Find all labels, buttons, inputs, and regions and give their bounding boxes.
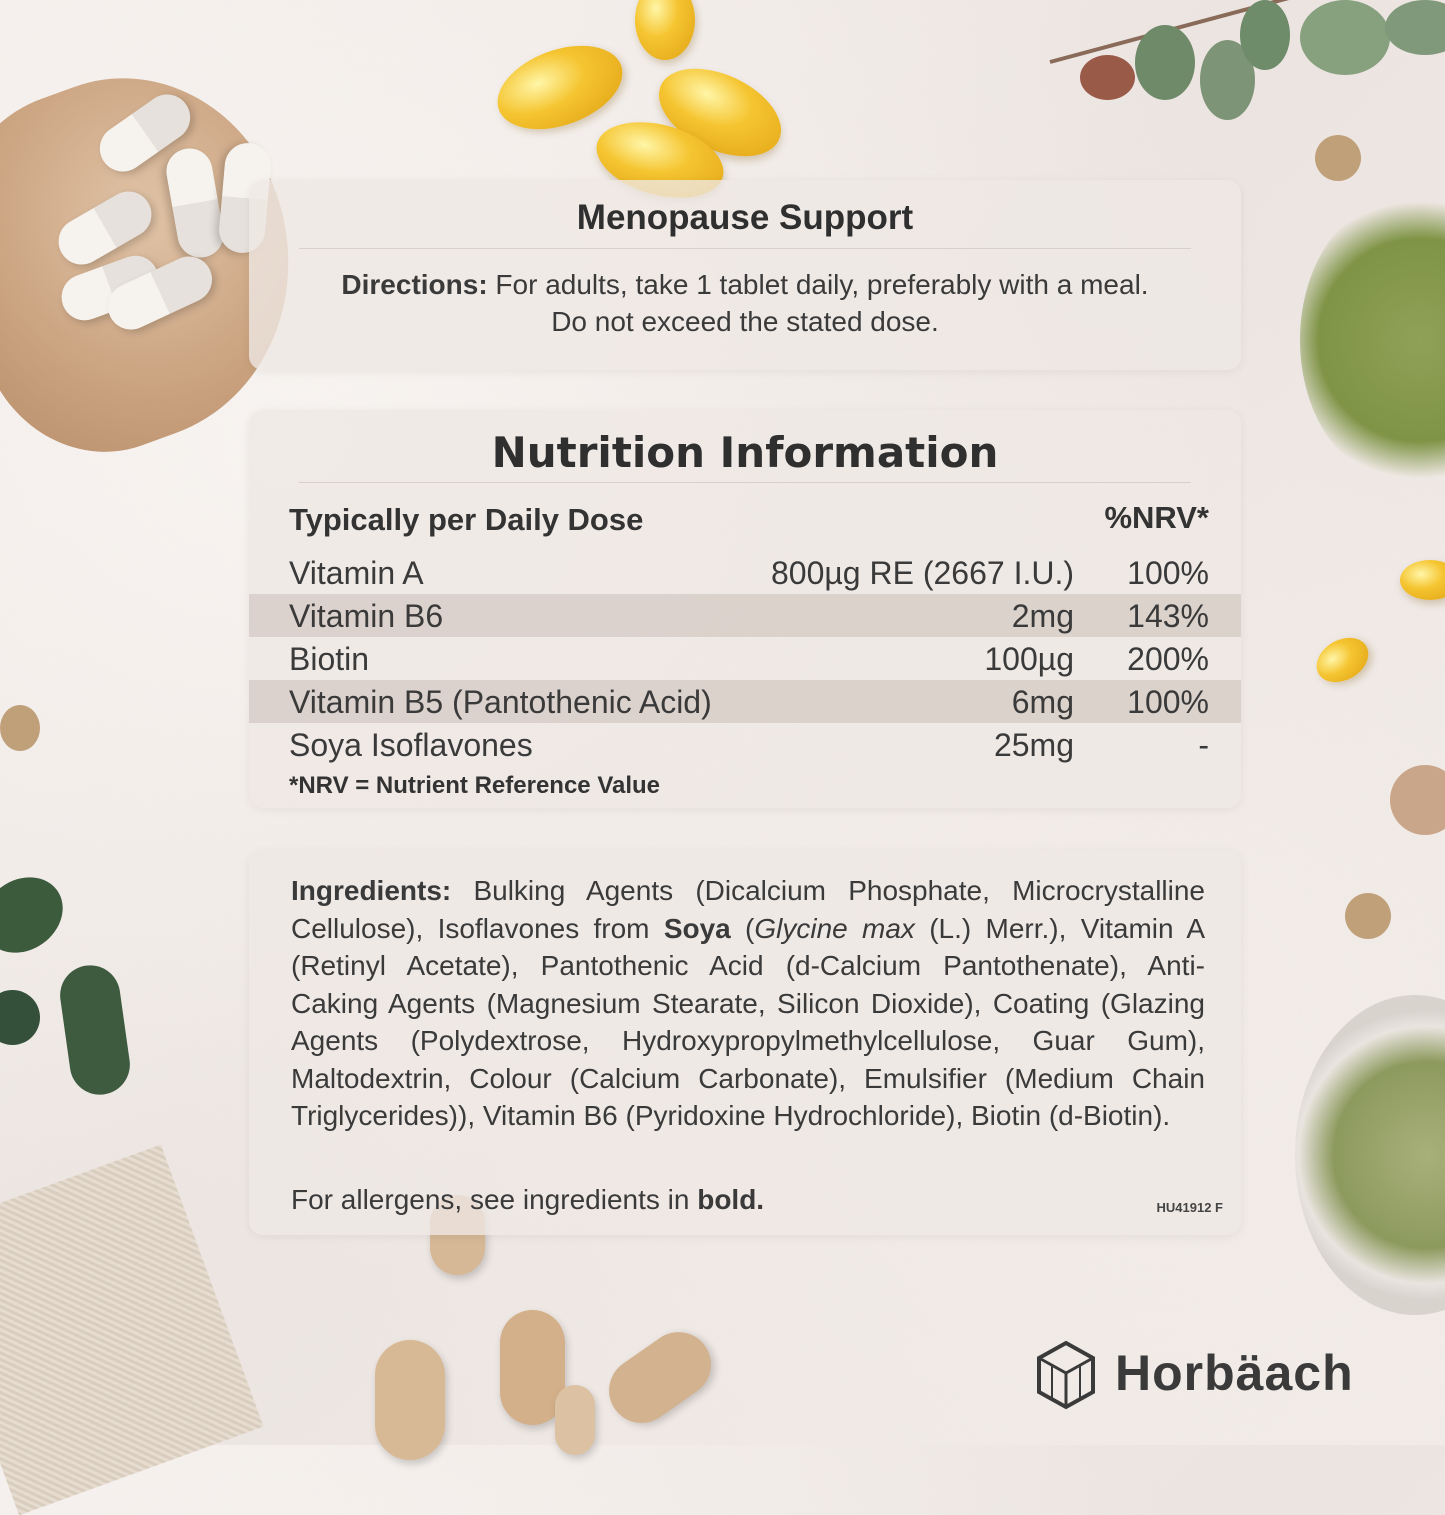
ingredients-part: Bulking Agents (Dicalcium Phosphate, Microcrystalline Cellulose), Isoflavones from (291, 875, 1205, 944)
brown-tablet (0, 705, 40, 751)
softgel (635, 0, 695, 60)
brown-tablet (1345, 893, 1391, 939)
nutrition-title: Nutrition Information (491, 428, 999, 477)
allergen-bold: bold. (697, 1184, 765, 1215)
allergen-soya: Soya (663, 912, 731, 944)
beige-tablet (375, 1340, 445, 1460)
nutrient-amount: 2mg (1011, 598, 1074, 634)
beige-tablet (596, 1319, 723, 1435)
table-header-left: Typically per Daily Dose (289, 502, 644, 537)
ingredients-label: Ingredients: (291, 875, 452, 906)
capsule-bowl (1295, 995, 1445, 1315)
nutrient-name: Soya Isoflavones (289, 727, 533, 763)
nutrient-amount: 100µg (984, 641, 1074, 677)
latin-name: Glycine max (754, 912, 915, 944)
table-row (249, 594, 1241, 637)
table-row (249, 637, 1241, 680)
ingredients-text (291, 872, 1205, 1135)
ingredients-part: ( (730, 912, 755, 944)
eucalyptus-leaves (1050, 0, 1445, 130)
linen-cloth (0, 1145, 263, 1515)
allergen-note (291, 1184, 764, 1216)
nrv-footnote: *NRV = Nutrient Reference Value (289, 772, 661, 799)
table-header-right: %NRV* (1104, 500, 1209, 535)
directions-text (249, 266, 1241, 340)
nutrient-name: Vitamin B5 (Pantothenic Acid) (289, 684, 712, 720)
table-row (249, 680, 1241, 723)
spirulina-tablet (56, 961, 134, 1098)
nutrient-nrv: - (1198, 727, 1209, 763)
allergen-text: For allergens, see ingredients in (291, 1184, 698, 1215)
divider (299, 248, 1191, 249)
brand-name: Horbäach (1115, 1345, 1354, 1401)
table-row (249, 551, 1241, 594)
product-title: Menopause Support (576, 198, 914, 237)
directions-panel (249, 180, 1241, 370)
nutrient-nrv: 100% (1127, 684, 1209, 720)
nutrient-nrv: 143% (1127, 598, 1209, 634)
spirulina-tablet (0, 862, 77, 968)
nutrition-panel (249, 410, 1241, 808)
brown-tablet (1390, 765, 1445, 835)
spirulina-tablet (0, 990, 40, 1045)
nutrient-name: Vitamin B6 (289, 598, 444, 634)
directions-line-2: Do not exceed the stated dose. (551, 306, 939, 337)
nutrient-nrv: 100% (1127, 555, 1209, 591)
brown-tablet (1315, 135, 1361, 181)
nutrient-name: Biotin (289, 641, 370, 677)
brand-logo (1035, 1340, 1415, 1410)
directions-label: Directions: (341, 269, 488, 300)
softgel (1400, 560, 1445, 600)
directions-line-1: For adults, take 1 tablet daily, preferably with a meal. (487, 269, 1149, 300)
table-row (249, 723, 1241, 766)
product-code: HU41912 F (1156, 1200, 1223, 1215)
nutrient-name: Vitamin A (289, 555, 424, 591)
nutrient-amount: 6mg (1011, 684, 1074, 720)
softgel (1309, 629, 1377, 691)
ingredients-panel (249, 850, 1241, 1235)
cube-logo-icon (1035, 1340, 1097, 1410)
nutrient-nrv: 200% (1127, 641, 1209, 677)
nutrient-amount: 800µg RE (2667 I.U.) (770, 555, 1074, 591)
ingredients-part: (L.) Merr.), Vitamin A (Retinyl Acetate), Pantothenic Acid (d-Calcium Pantothenate), Anti-Caking Agents (Magnesium Stearate, Silicon Dioxide), Coating (Glazing Agents (Polydextrose, Hydroxypropylmethylcellulose, Guar Gum), Maltodextrin, Colour (Calcium Carbonate), Emulsifier (Medium Chain Triglycerides)), Vitamin B6 (Pyridoxine Hydrochloride), Biotin (d-Biotin). (291, 912, 1205, 1131)
divider (299, 482, 1191, 483)
nutrient-amount: 25mg (993, 727, 1074, 763)
green-powder (1300, 200, 1445, 480)
